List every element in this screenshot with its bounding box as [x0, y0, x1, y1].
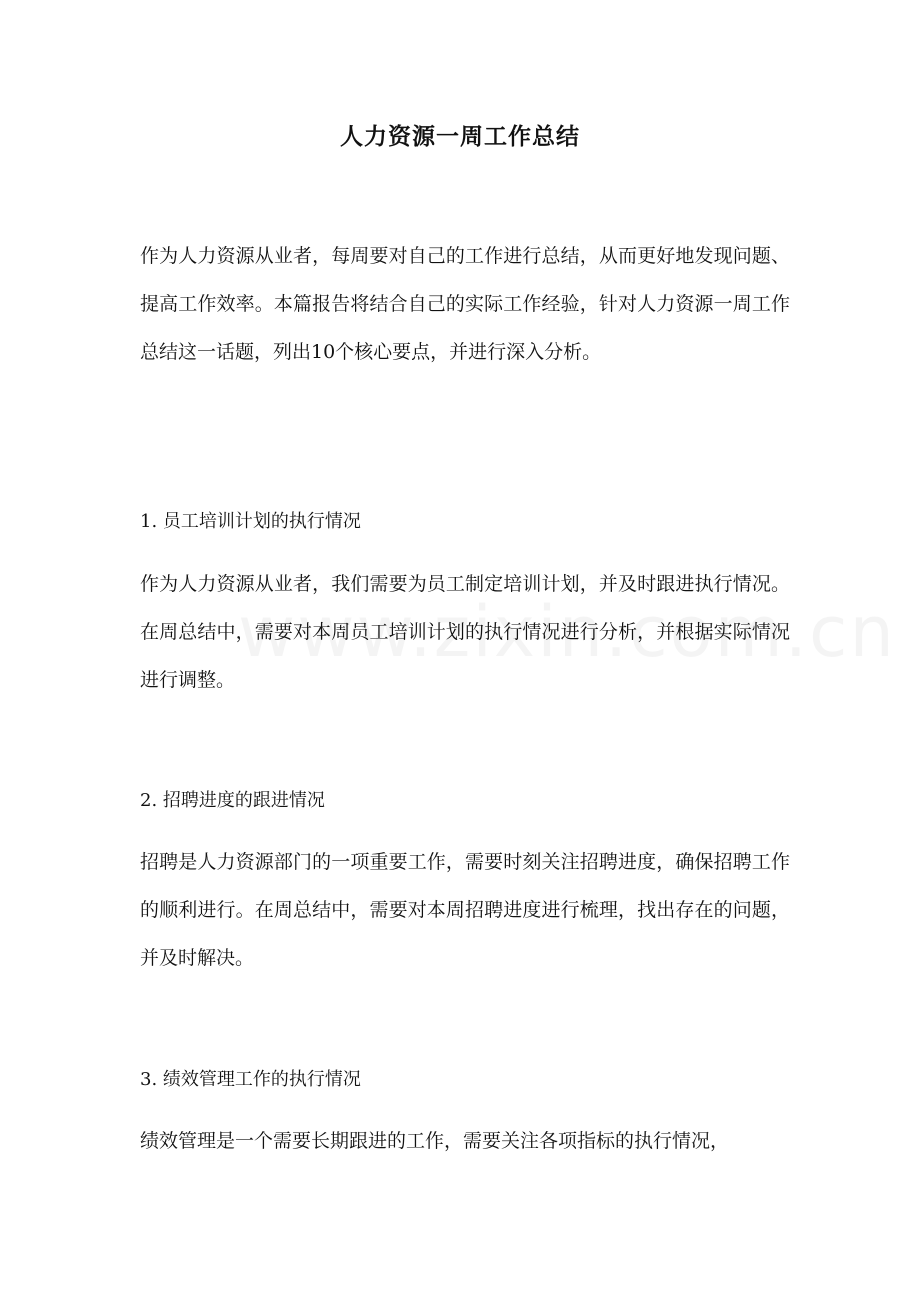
- document-title: 人力资源一周工作总结: [340, 123, 580, 150]
- section-heading-2: 2. 招聘进度的跟进情况: [140, 790, 325, 811]
- section-heading-3: 3. 绩效管理工作的执行情况: [140, 1069, 361, 1090]
- section-heading-1: 1. 员工培训计划的执行情况: [140, 511, 361, 532]
- section-body-2: 招聘是人力资源部门的一项重要工作，需要时刻关注招聘进度，确保招聘工作的顺利进行。在周总结中，需要对本周招聘进度进行梳理，找出存在的问题，并及时解决。: [140, 851, 790, 969]
- intro-paragraph: 作为人力资源从业者，每周要对自己的工作进行总结，从而更好地发现问题、提高工作效率。本篇报告将结合自己的实际工作经验，针对人力资源一周工作总结这一话题，列出10个核心要点，并进行深入分析。: [140, 245, 790, 363]
- section-body-3: 绩效管理是一个需要长期跟进的工作，需要关注各项指标的执行情况，: [140, 1130, 730, 1152]
- section-body-1: 作为人力资源从业者，我们需要为员工制定培训计划，并及时跟进执行情况。在周总结中，需要对本周员工培训计划的执行情况进行分析，并根据实际情况进行调整。: [140, 573, 790, 691]
